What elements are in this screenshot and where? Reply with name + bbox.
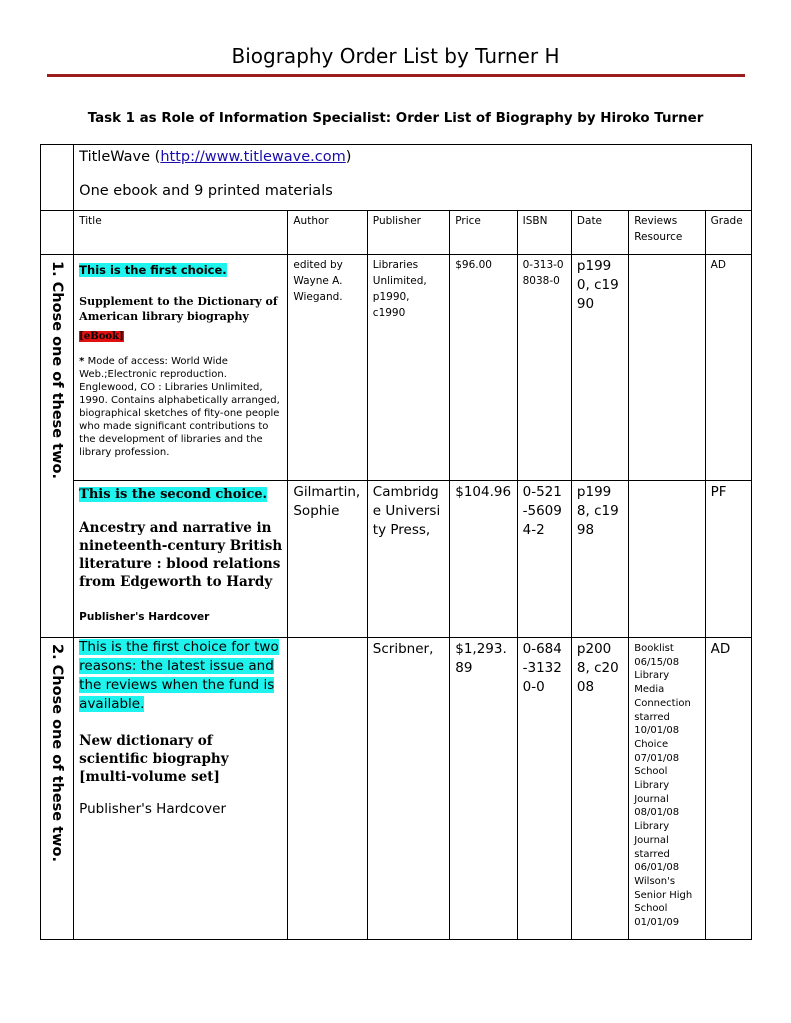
publisher-cell: Scribner, (367, 638, 449, 940)
choice-note: This is the first choice. (79, 263, 227, 277)
author-cell: edited by Wayne A. Wiegand. (288, 255, 367, 481)
col-header-date: Date (571, 211, 628, 255)
date-cell: p1998, c1998 (571, 481, 628, 638)
col-header-isbn: ISBN (517, 211, 571, 255)
isbn-cell: 0-684-31320-0 (517, 638, 571, 940)
group-2-label-cell (41, 638, 74, 940)
group-1-label: 1. Chose one of these two. (49, 261, 66, 479)
source-row (41, 145, 752, 211)
header-row (41, 211, 752, 255)
col-header-reviews: Reviews Resource (629, 211, 705, 255)
header-spacer (41, 211, 74, 255)
task-heading: Task 1 as Role of Information Specialist: Order List of Biography by Hiroko Turner (87, 111, 704, 126)
grade-cell: PF (705, 481, 751, 638)
titlewave-link[interactable]: http://www.titlewave.com (160, 149, 346, 165)
book-title: New dictionary of scientific biography [multi-volume set] (79, 733, 229, 785)
price-cell: $104.96 (450, 481, 517, 638)
order-list-table (40, 144, 752, 940)
publisher-cell: Cambridge University Press, (367, 481, 449, 638)
publisher-cell: Libraries Unlimited, p1990, c1990 (367, 255, 449, 481)
isbn-cell: 0-521-56094-2 (517, 481, 571, 638)
col-header-grade: Grade (705, 211, 751, 255)
title-cell (74, 481, 288, 638)
col-header-title: Title (74, 211, 288, 255)
book-title: Ancestry and narrative in nineteenth-century British literature : blood relations from Edgeworth to Hardy (79, 520, 283, 590)
title-cell (74, 638, 288, 940)
title-cell (74, 255, 288, 481)
group-1-label-cell (41, 255, 74, 638)
table-row (41, 255, 752, 481)
col-header-price: Price (450, 211, 517, 255)
table-row (41, 638, 752, 940)
grade-cell: AD (705, 255, 751, 481)
author-cell: Gilmartin, Sophie (288, 481, 367, 638)
choice-note: This is the first choice for two reasons: the latest issue and the reviews when the fund is available. (79, 639, 279, 712)
source-row-spacer (41, 145, 74, 211)
date-cell: p1990, c1990 (571, 255, 628, 481)
source-name: TitleWave ( (79, 149, 161, 165)
format-label: Publisher's Hardcover (79, 801, 227, 817)
book-title: Supplement to the Dictionary of American library biography (79, 295, 278, 323)
price-cell: $96.00 (450, 255, 517, 481)
title-underline-divider (47, 74, 745, 77)
choice-note: This is the second choice. (79, 487, 268, 502)
format-label: Publisher's Hardcover (79, 611, 210, 623)
reviews-cell (629, 481, 705, 638)
date-cell: p2008, c2008 (571, 638, 628, 940)
table-row (41, 481, 752, 638)
isbn-cell: 0-313-08038-0 (517, 255, 571, 481)
notes-marker: * (79, 356, 85, 367)
group-2-label: 2. Chose one of these two. (49, 644, 66, 862)
ebook-notes: * Mode of access: World Wide Web.;Electronic reproduction. Englewood, CO : Libraries Unlimited, 1990. Contains alphabetically arranged, biographical sketches of fity-one people who made significant contributions to the development of libraries and the library profession. (79, 356, 280, 458)
source-info-cell (74, 145, 752, 211)
price-cell: $1,293.89 (450, 638, 517, 940)
col-header-author: Author (288, 211, 367, 255)
reviews-cell (629, 255, 705, 481)
author-cell (288, 638, 367, 940)
source-paren-close: ) (345, 149, 352, 165)
document-title: Biography Order List by Turner H (231, 44, 560, 68)
col-header-publisher: Publisher (367, 211, 449, 255)
grade-cell: AD (705, 638, 751, 940)
source-description: One ebook and 9 printed materials (79, 183, 333, 199)
ebook-badge: [eBook] (79, 331, 124, 342)
reviews-cell: Booklist 06/15/08 Library Media Connection starred 10/01/08 Choice 07/01/08 School Library Journal 08/01/08 Library Journal starred 06/01/08 Wilson's Senior High School 01/01/09 (629, 638, 705, 940)
